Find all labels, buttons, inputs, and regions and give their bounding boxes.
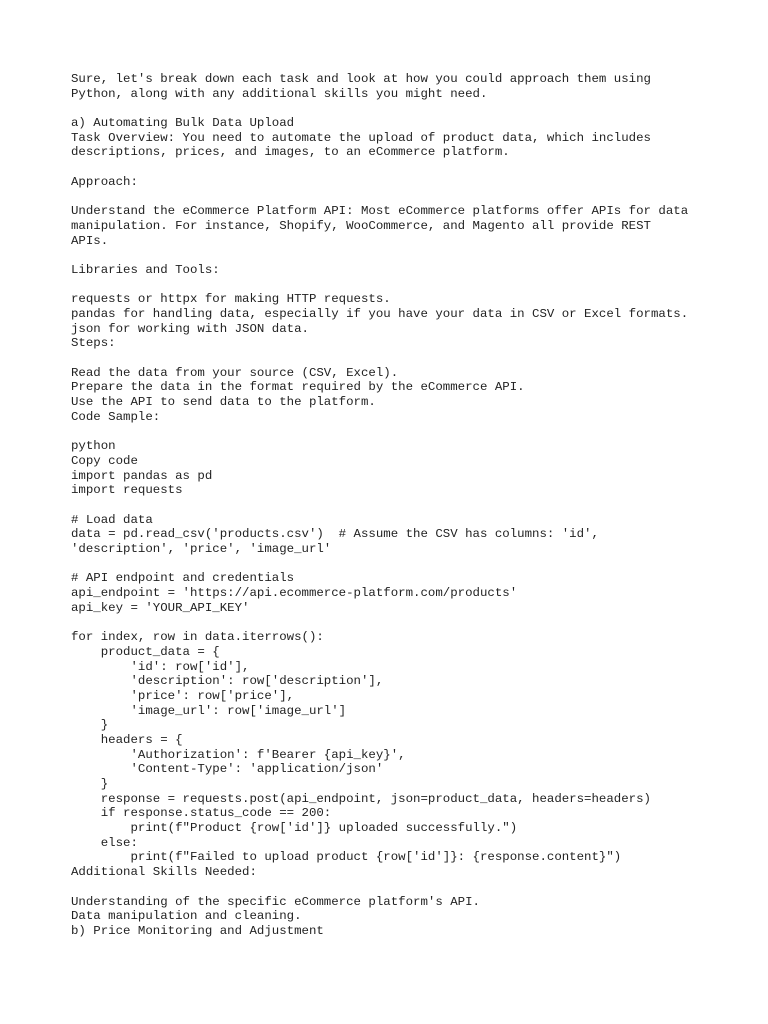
- text-line: pandas for handling data, especially if you have your data in CSV or Excel formats.: [71, 307, 689, 321]
- text-line: [71, 557, 761, 572]
- text-line: Read the data from your source (CSV, Excel).: [71, 365, 399, 380]
- text-line: Understanding of the specific eCommerce platform's API.: [71, 894, 480, 909]
- text-line: # API endpoint and credentials: [71, 571, 295, 586]
- text-line: api_key = 'YOUR_API_KEY': [71, 600, 250, 615]
- text-line: [71, 498, 761, 513]
- text-line: import requests: [71, 483, 183, 498]
- text-line: Approach:: [71, 174, 138, 189]
- text-line: [71, 160, 761, 175]
- text-line: }: [71, 718, 109, 733]
- text-line: 'Content-Type': 'application/json': [71, 762, 384, 777]
- text-line: requests or httpx for making HTTP requests.: [71, 292, 391, 307]
- text-line: a) Automating Bulk Data Upload: [71, 116, 295, 131]
- text-line: b) Price Monitoring and Adjustment: [71, 923, 324, 938]
- text-line: import pandas as pd: [71, 468, 213, 483]
- text-line: Code Sample:: [71, 409, 161, 424]
- text-line: Use the API to send data to the platform.: [71, 395, 376, 410]
- text-line: json for working with JSON data.: [71, 321, 309, 336]
- text-line: }: [71, 777, 109, 791]
- text-line: data = pd.read_csv('products.csv') # Assume the CSV has columns: 'id',: [71, 527, 599, 542]
- text-line: # Load data: [71, 512, 153, 527]
- text-line: Copy code: [71, 453, 138, 468]
- text-line: Steps:: [71, 336, 116, 351]
- text-line: if response.status_code == 200:: [71, 806, 332, 821]
- text-line: 'price': row['price'],: [71, 688, 295, 703]
- text-line: Understand the eCommerce Platform API: Most eCommerce platforms offer APIs for data: [71, 204, 689, 219]
- text-line: Task Overview: You need to automate the upload of product data, which includes: [71, 130, 651, 145]
- text-line: [71, 101, 761, 116]
- text-line: 'image_url': row['image_url']: [71, 703, 347, 718]
- text-line: [71, 880, 761, 895]
- text-line: [71, 351, 761, 366]
- text-line: api_endpoint = 'https://api.ecommerce-platform.com/products': [71, 586, 518, 601]
- text-line: else:: [71, 835, 138, 850]
- text-line: [71, 278, 761, 293]
- text-line: print(f"Product {row['id']} uploaded successfully."): [71, 821, 518, 836]
- text-line: python: [71, 439, 116, 454]
- text-line: [71, 425, 761, 440]
- text-line: Sure, let's break down each task and look at how you could approach them using: [71, 72, 651, 86]
- text-line: product_data = {: [71, 644, 220, 659]
- text-line: Additional Skills Needed:: [71, 865, 257, 880]
- text-line: Data manipulation and cleaning.: [71, 909, 302, 924]
- text-line: 'Authorization': f'Bearer {api_key}',: [71, 747, 406, 762]
- text-line: 'id': row['id'],: [71, 659, 250, 674]
- text-line: for index, row in data.iterrows():: [71, 630, 324, 645]
- text-line: headers = {: [71, 732, 183, 747]
- text-line: Libraries and Tools:: [71, 262, 220, 277]
- text-line: [71, 248, 761, 263]
- text-line: Prepare the data in the format required by the eCommerce API.: [71, 380, 525, 395]
- text-line: response = requests.post(api_endpoint, json=product_data, headers=headers): [71, 791, 651, 806]
- text-line: print(f"Failed to upload product {row['id']}: {response.content}"): [71, 850, 622, 865]
- text-line: descriptions, prices, and images, to an eCommerce platform.: [71, 145, 510, 160]
- text-line: [71, 190, 761, 205]
- text-line: 'description': row['description'],: [71, 674, 384, 689]
- document-page: [71, 72, 761, 939]
- text-line: manipulation. For instance, Shopify, WooCommerce, and Magento all provide REST: [71, 218, 651, 233]
- text-line: 'description', 'price', 'image_url': [71, 542, 332, 556]
- text-line: APIs.: [71, 233, 109, 248]
- text-line: [71, 615, 761, 630]
- text-line: Python, along with any additional skills you might need.: [71, 86, 488, 101]
